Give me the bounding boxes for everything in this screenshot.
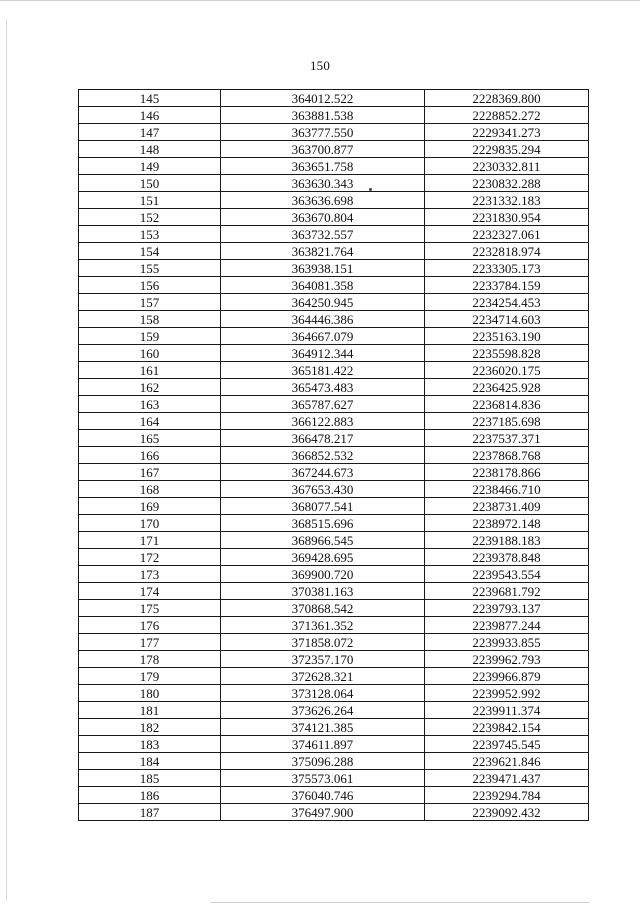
page-number: 150	[309, 58, 331, 73]
table-row	[79, 719, 589, 736]
y-coordinate-cell: 2238466.710	[425, 481, 589, 498]
table-row	[79, 464, 589, 481]
x-coordinate-cell: 364912.344	[221, 345, 425, 362]
point-number-cell: 183	[79, 736, 221, 753]
point-number-cell: 158	[79, 311, 221, 328]
x-coordinate-cell: 366852.532	[221, 447, 425, 464]
table-row	[79, 277, 589, 294]
y-coordinate-cell: 2239378.848	[425, 549, 589, 566]
x-coordinate-cell: 367244.673	[221, 464, 425, 481]
scan-edge-top	[0, 0, 640, 1]
table-row	[79, 243, 589, 260]
table-row	[79, 90, 589, 107]
x-coordinate-cell: 363700.877	[221, 141, 425, 158]
y-coordinate-cell: 2239543.554	[425, 566, 589, 583]
point-number-cell: 176	[79, 617, 221, 634]
point-number-cell: 171	[79, 532, 221, 549]
point-number-cell: 167	[79, 464, 221, 481]
point-number-cell: 181	[79, 702, 221, 719]
point-number-cell: 151	[79, 192, 221, 209]
table-row	[79, 549, 589, 566]
y-coordinate-cell: 2238731.409	[425, 498, 589, 515]
point-number-cell: 166	[79, 447, 221, 464]
table-row	[79, 396, 589, 413]
table-row	[79, 413, 589, 430]
x-coordinate-cell: 363938.151	[221, 260, 425, 277]
table-row	[79, 583, 589, 600]
x-coordinate-cell: 364667.079	[221, 328, 425, 345]
x-coordinate-cell: 369428.695	[221, 549, 425, 566]
table-row	[79, 141, 589, 158]
point-number-cell: 178	[79, 651, 221, 668]
y-coordinate-cell: 2228369.800	[425, 90, 589, 107]
table-row	[79, 345, 589, 362]
x-coordinate-cell: 375573.061	[221, 770, 425, 787]
y-coordinate-cell: 2229341.273	[425, 124, 589, 141]
x-coordinate-cell: 375096.288	[221, 753, 425, 770]
x-coordinate-cell: 363636.698	[221, 192, 425, 209]
y-coordinate-cell: 2239681.792	[425, 583, 589, 600]
y-coordinate-cell: 2236814.836	[425, 396, 589, 413]
point-number-cell: 149	[79, 158, 221, 175]
table-row	[79, 192, 589, 209]
x-coordinate-cell: 368077.541	[221, 498, 425, 515]
y-coordinate-cell: 2239966.879	[425, 668, 589, 685]
point-number-cell: 160	[79, 345, 221, 362]
x-coordinate-cell: 370381.163	[221, 583, 425, 600]
x-coordinate-cell: 363732.557	[221, 226, 425, 243]
x-coordinate-cell: 365181.422	[221, 362, 425, 379]
table-row	[79, 447, 589, 464]
y-coordinate-cell: 2234254.453	[425, 294, 589, 311]
table-row	[79, 124, 589, 141]
table-row	[79, 668, 589, 685]
point-number-cell: 182	[79, 719, 221, 736]
point-number-cell: 163	[79, 396, 221, 413]
x-coordinate-cell: 374121.385	[221, 719, 425, 736]
y-coordinate-cell: 2234714.603	[425, 311, 589, 328]
point-number-cell: 169	[79, 498, 221, 515]
point-number-cell: 147	[79, 124, 221, 141]
x-coordinate-cell: 363881.538	[221, 107, 425, 124]
y-coordinate-cell: 2239092.432	[425, 804, 589, 821]
scan-edge-bottom	[210, 902, 590, 903]
table-row	[79, 532, 589, 549]
point-number-cell: 152	[79, 209, 221, 226]
x-coordinate-cell: 376040.746	[221, 787, 425, 804]
x-coordinate-cell: 372628.321	[221, 668, 425, 685]
y-coordinate-cell: 2239952.992	[425, 685, 589, 702]
point-number-cell: 179	[79, 668, 221, 685]
table-row	[79, 175, 589, 192]
x-coordinate-cell: 363670.804	[221, 209, 425, 226]
y-coordinate-cell: 2231332.183	[425, 192, 589, 209]
x-coordinate-cell: 371858.072	[221, 634, 425, 651]
x-coordinate-cell: 364446.386	[221, 311, 425, 328]
point-number-cell: 162	[79, 379, 221, 396]
point-number-cell: 155	[79, 260, 221, 277]
table-row	[79, 260, 589, 277]
table-row	[79, 158, 589, 175]
point-number-cell: 177	[79, 634, 221, 651]
x-coordinate-cell: 364250.945	[221, 294, 425, 311]
table-row	[79, 311, 589, 328]
x-coordinate-cell: 366122.883	[221, 413, 425, 430]
y-coordinate-cell: 2232327.061	[425, 226, 589, 243]
x-coordinate-cell: 365473.483	[221, 379, 425, 396]
table-row	[79, 685, 589, 702]
y-coordinate-cell: 2239188.183	[425, 532, 589, 549]
table-row	[79, 362, 589, 379]
y-coordinate-cell: 2239933.855	[425, 634, 589, 651]
table-row	[79, 209, 589, 226]
table-row	[79, 753, 589, 770]
y-coordinate-cell: 2237537.371	[425, 430, 589, 447]
y-coordinate-cell: 2230332.811	[425, 158, 589, 175]
y-coordinate-cell: 2238178.866	[425, 464, 589, 481]
x-coordinate-cell: 376497.900	[221, 804, 425, 821]
x-coordinate-cell: 365787.627	[221, 396, 425, 413]
point-number-cell: 180	[79, 685, 221, 702]
y-coordinate-cell: 2235163.190	[425, 328, 589, 345]
table-row	[79, 107, 589, 124]
point-number-cell: 184	[79, 753, 221, 770]
y-coordinate-cell: 2236425.928	[425, 379, 589, 396]
y-coordinate-cell: 2237185.698	[425, 413, 589, 430]
table-row	[79, 804, 589, 821]
point-number-cell: 145	[79, 90, 221, 107]
y-coordinate-cell: 2239471.437	[425, 770, 589, 787]
x-coordinate-cell: 368966.545	[221, 532, 425, 549]
table-row	[79, 702, 589, 719]
y-coordinate-cell: 2236020.175	[425, 362, 589, 379]
table-row	[79, 226, 589, 243]
point-number-cell: 173	[79, 566, 221, 583]
table-row	[79, 600, 589, 617]
point-number-cell: 154	[79, 243, 221, 260]
point-number-cell: 172	[79, 549, 221, 566]
y-coordinate-cell: 2239294.784	[425, 787, 589, 804]
x-coordinate-cell: 364081.358	[221, 277, 425, 294]
y-coordinate-cell: 2239793.137	[425, 600, 589, 617]
point-number-cell: 156	[79, 277, 221, 294]
table-row	[79, 498, 589, 515]
table-row	[79, 651, 589, 668]
scan-edge-left	[6, 20, 7, 900]
y-coordinate-cell: 2232818.974	[425, 243, 589, 260]
x-coordinate-cell: 367653.430	[221, 481, 425, 498]
point-number-cell: 165	[79, 430, 221, 447]
table-row	[79, 515, 589, 532]
x-coordinate-cell: 372357.170	[221, 651, 425, 668]
y-coordinate-cell: 2239842.154	[425, 719, 589, 736]
point-number-cell: 185	[79, 770, 221, 787]
x-coordinate-cell: 370868.542	[221, 600, 425, 617]
y-coordinate-cell: 2231830.954	[425, 209, 589, 226]
table-row	[79, 294, 589, 311]
scan-speck	[369, 188, 372, 191]
y-coordinate-cell: 2239911.374	[425, 702, 589, 719]
table-row	[79, 634, 589, 651]
x-coordinate-cell: 373626.264	[221, 702, 425, 719]
point-number-cell: 168	[79, 481, 221, 498]
point-number-cell: 164	[79, 413, 221, 430]
y-coordinate-cell: 2237868.768	[425, 447, 589, 464]
x-coordinate-cell: 371361.352	[221, 617, 425, 634]
table-row	[79, 328, 589, 345]
x-coordinate-cell: 368515.696	[221, 515, 425, 532]
y-coordinate-cell: 2239621.846	[425, 753, 589, 770]
y-coordinate-cell: 2235598.828	[425, 345, 589, 362]
y-coordinate-cell: 2228852.272	[425, 107, 589, 124]
table-row	[79, 787, 589, 804]
y-coordinate-cell: 2238972.148	[425, 515, 589, 532]
point-number-cell: 187	[79, 804, 221, 821]
point-number-cell: 174	[79, 583, 221, 600]
table-row	[79, 617, 589, 634]
point-number-cell: 148	[79, 141, 221, 158]
x-coordinate-cell: 366478.217	[221, 430, 425, 447]
y-coordinate-cell: 2239877.244	[425, 617, 589, 634]
point-number-cell: 153	[79, 226, 221, 243]
point-number-cell: 146	[79, 107, 221, 124]
point-number-cell: 161	[79, 362, 221, 379]
x-coordinate-cell: 364012.522	[221, 90, 425, 107]
table-row	[79, 736, 589, 753]
point-number-cell: 150	[79, 175, 221, 192]
table-row	[79, 430, 589, 447]
table-row	[79, 481, 589, 498]
table-body	[79, 90, 589, 821]
point-number-cell: 157	[79, 294, 221, 311]
point-number-cell: 186	[79, 787, 221, 804]
table-row	[79, 770, 589, 787]
x-coordinate-cell: 363651.758	[221, 158, 425, 175]
x-coordinate-cell: 373128.064	[221, 685, 425, 702]
y-coordinate-cell: 2239745.545	[425, 736, 589, 753]
table-row	[79, 379, 589, 396]
y-coordinate-cell: 2233784.159	[425, 277, 589, 294]
coordinate-table	[78, 89, 589, 821]
x-coordinate-cell: 374611.897	[221, 736, 425, 753]
y-coordinate-cell: 2239962.793	[425, 651, 589, 668]
x-coordinate-cell: 363821.764	[221, 243, 425, 260]
x-coordinate-cell: 363777.550	[221, 124, 425, 141]
point-number-cell: 159	[79, 328, 221, 345]
x-coordinate-cell: 369900.720	[221, 566, 425, 583]
table-row	[79, 566, 589, 583]
y-coordinate-cell: 2229835.294	[425, 141, 589, 158]
y-coordinate-cell: 2230832.288	[425, 175, 589, 192]
x-coordinate-cell: 363630.343	[221, 175, 425, 192]
point-number-cell: 175	[79, 600, 221, 617]
point-number-cell: 170	[79, 515, 221, 532]
y-coordinate-cell: 2233305.173	[425, 260, 589, 277]
